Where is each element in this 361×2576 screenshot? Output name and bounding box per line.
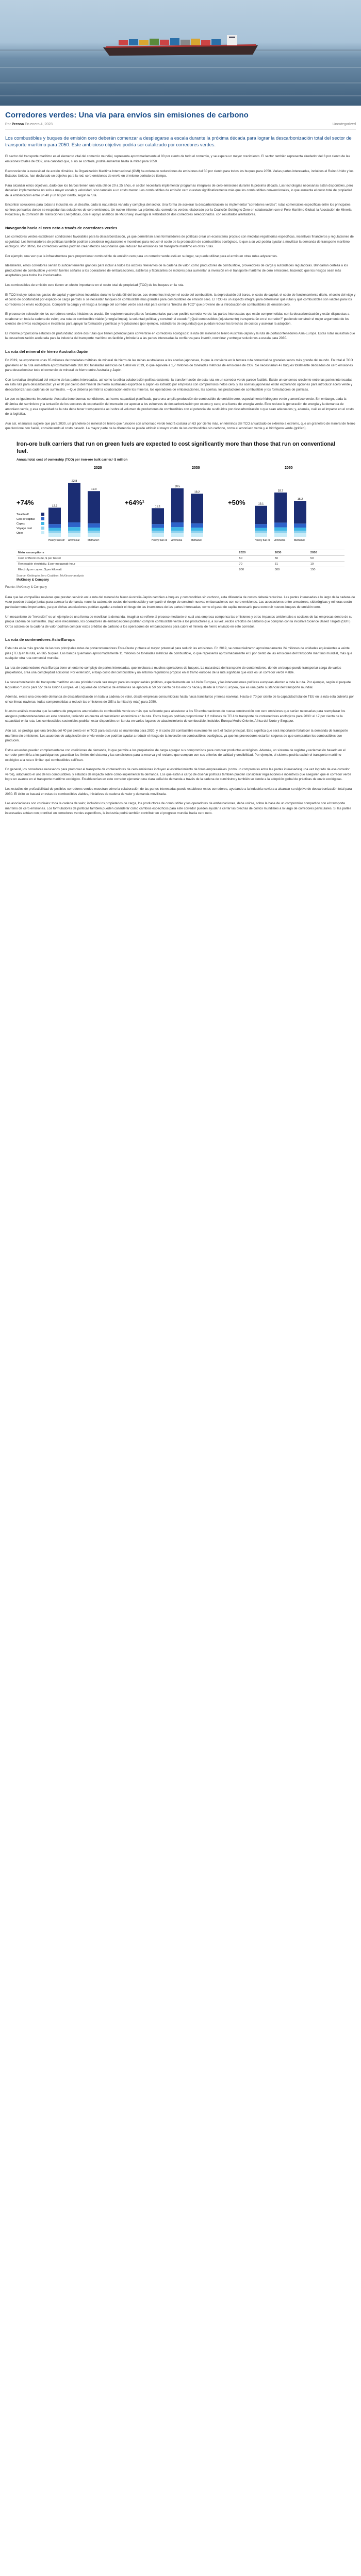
bar-segment-capex: [152, 528, 164, 531]
bar-segment-voyage-cost: [48, 531, 61, 533]
body-paragraph: La descarbonización del transporte marítimo es una prioridad cada vez mayor para los responsables políticos, especialmente en la Unión Europea, y las intervenciones políticas europeas afectan a toda la ruta. Por ejemplo, según el paquete legislativo "Listos para 55" de la Unión Europea, el Esquema de comercio de emisiones se aplicará al 50 por ciento de los envíos hacia y desde la Unión Europea, que es una parte sustancial del transporte mundial.: [5, 681, 351, 689]
bar-segment-total-fuel: [255, 506, 267, 524]
x-tick-label: Methanol: [294, 538, 305, 542]
section-heading-green-corridors: Navegando hacia el cero neto a través de corredores verdes: [5, 226, 118, 230]
sea-wave: [0, 95, 361, 96]
bar-segment-total-fuel: [68, 483, 80, 522]
table-cell: Renewable electricity, $ per megawatt-hour: [17, 561, 237, 567]
pct-label-2050: +50%: [228, 498, 245, 506]
bar-total-label: 18.2: [194, 490, 200, 494]
x-tick-label: Ammonia: [274, 538, 286, 542]
bar-segment-opex: [191, 533, 203, 536]
table-row: [17, 561, 344, 567]
lead-paragraph: [5, 135, 356, 148]
bar-segment-voyage-cost: [171, 531, 184, 533]
bar-segment-capex: [274, 527, 287, 530]
body-paragraph: Las asociaciones son cruciales: toda la cadena de valor, incluidos los propietarios de carga, los productores de combustible y los operadores de embarcaciones, debe unirse, sobre la base de un compromiso compartido con el transporte marítimo de cero emisiones. Los formuladores de políticas también pueden considerar cómo cambios específicos para este corredor pueden ayudar a cerrar las brechas de costos mundiales a lo largo de corredores particulares. Si las partes interesadas actúan con prontitud en corredores verdes específicos, la industria podrá también contribuir en el progreso mundial hacia cero neto.: [5, 802, 351, 816]
table-cell: 50: [309, 555, 344, 561]
intro-section: [5, 154, 356, 217]
group-label-2050: 2050: [285, 466, 293, 470]
bar-segment-total-fuel: [152, 508, 164, 524]
bar-segment-voyage-cost: [68, 531, 80, 533]
section-heading-iron-ore-route: La ruta del mineral de hierro Australia-Japón: [5, 349, 89, 354]
table-header-cell: 2050: [309, 550, 344, 555]
table-cell: 31: [273, 561, 309, 567]
bar-segment-cost-of-capital: [274, 522, 287, 527]
body-paragraph: Para que las compañías navieras que prestan servicio en la ruta del mineral de hierro Australia-Japón cambien a buques y combustibles sin carbono, esta diferencia de costos deberá reducirse. Las partes interesadas a lo largo de la cadena de valor pueden trabajar juntas para acercar la demanda, reunir la cadena de costos del combustible y compartir el riesgo de construir nuevas embarcaciones con cero emisiones. Las asociaciones entre armadores, siderúrgicas y mineras serán particularmente importantes, ya que dichas asociaciones podrían ayudar a reducir el riesgo de las inversiones de las partes interesadas, como el gasto de capital necesario para construir nuevos buques de emisión cero.: [5, 595, 355, 609]
bar-segment-total-fuel: [48, 507, 61, 524]
section-asia-europe-route: [5, 646, 356, 816]
figure-title: Iron-ore bulk carriers that run on green fuels are expected to cost significantly more than those that run on conventional fuel.: [17, 440, 335, 454]
section-iron-ore-route-continued: [5, 595, 356, 629]
legend-item: Total fuel²: [17, 513, 29, 516]
figure-brand: McKinsey & Company: [17, 578, 50, 582]
lead-text: Los combustibles y buques de emisión cero deberán comenzar a desplegarse a escala durante la próxima década para lograr la descarbonización total del sector de transporte marítimo para 2050. Este ambicioso objetivo podría ser catalizado por corredores verdes.: [5, 135, 352, 147]
body-paragraph: Encontrar soluciones para todas la industria es un desafío, dada la naturaleza variada y compleja del sector. Una forma de acelerar la descarbonización es implementar "corredores verdes": rutas comerciales específicas entre los principales centros portuarios donde se respaldan las soluciones de cero emisiones. Un nuevo informe, La próxima ola: corredores verdes, elaborado por la Coalición Getting to Zero en colaboración con el Foro Marítimo Global, la Asociación de Minería Proactiva y la Comisión de Transiciones Energéticas, con el apoyo analítico de McKinsey, investiga la viabilidad de dos corredores seleccionados. con resultados alentadores.: [5, 203, 352, 217]
legend-swatch: [41, 517, 44, 520]
bar-total-label: 12.1: [155, 505, 161, 509]
bar-segment-opex: [294, 533, 306, 536]
pct-label-2030: +64%¹: [125, 498, 144, 506]
bar-segment-capex: [294, 528, 306, 531]
bar-segment-capex: [171, 527, 184, 531]
bar-segment-voyage-cost: [255, 531, 267, 533]
hero-image-container-ship: [0, 0, 361, 106]
bar-segment-voyage-cost: [152, 531, 164, 533]
bar-segment-opex: [68, 533, 80, 536]
bar-total-label: 12.3: [52, 504, 58, 508]
x-tick-label: Ammonia⁴: [68, 538, 80, 542]
table-header-cell: 2020: [237, 550, 273, 555]
bar-total-label: 13.1: [258, 502, 264, 506]
category-link[interactable]: Uncategorized: [332, 123, 356, 126]
body-paragraph: Para alcanzar estos objetivos, dado que los barcos tienen una vida útil de 20 a 25 años, el sector necesitará implementar programas integrales de cero emisiones durante la próxima década. Las tecnologías necesarias están disponibles, pero deberían implementarse no solo a mayor escala y velocidad, sino también a un costo menor. Los combustibles de emisión cero cuestan significativamente más que los combustibles convencionales, lo que aumenta el costo total de propiedad de la embarcación entre un 40 y un 60 por ciento, según la ruta.: [5, 183, 353, 197]
table-row: [17, 567, 344, 572]
bar-segment-cost-of-capital: [294, 523, 306, 528]
bar-segment-capex: [48, 528, 61, 531]
bar-segment-opex: [255, 533, 267, 536]
byline-prefix: Por: [5, 123, 11, 126]
body-paragraph: Los corredores verdes establecen condiciones favorables para la descarbonización, ya que permitirían a los formuladores de políticas crear un ecosistema propicio con medidas regulatorias específicas, incentivos financieros y regulaciones de seguridad. Los formuladores de políticas también podrían considerar regulaciones e incentivos para reducir el costo de la producción de combustibles ecológicos, lo que a su vez podría ayudar a movilizar la demanda de transporte marítimo ecológico. Por último, los corredores verdes podrían crear efectos secundarios que reducen las emisiones del transporte marítimo en otras rutas.: [5, 235, 354, 249]
post-meta: [5, 123, 356, 130]
bar-segment-capex: [255, 528, 267, 531]
table-cell: Electrolyzer capex, $ per kilowatt: [17, 567, 237, 572]
x-tick-label: Heavy fuel oil³: [48, 538, 65, 542]
body-paragraph: Estos acuerdos pueden complementarse con coaliciones de demanda, lo que permite a los propietarios de carga agregar sus compromisos para comprar productos ecológicos. Además, un sistema de registro y reclamación basado en el corredor permitiría a los participantes garantizar los límites del sistema y las condiciones para la reserva y el reclamo que cumplan con sus criterios de calidad y credibilidad. Por ejemplo, el sistema podría excluir el transporte marítimo ecológico a la ruta o limitar qué combustibles califican.: [5, 748, 346, 762]
body-paragraph: La ruta de contenedores Asia-Europa tiene un entorno complejo de partes interesadas, que involucra a muchos operadores de buques. La naturaleza del transporte de contenedores, donde un buque puede transportar carga de varios propietarios, crea una complejidad adicional. Por extensión, el bajo costo del combustible y un entorno regulatorio propicio en el tramo europeo de la ruta significan que este es un corredor verde viable.: [5, 666, 341, 675]
table-row: [17, 555, 344, 561]
body-paragraph: Aún así, se prediga que una brecha del 40 por ciento en el TCO para esta ruta se mantendrá para 2030, y el costo del combustible nuevamente será el factor principal. Esto significa que será importante fortalecer la demanda de transporte marítimo sin emisiones. Los acuerdos de adquisición de envío verde que podrían ayudar a reducir el riesgo de la inversión en combustibles ecológicos, ya que los proveedores estarían seguros de que comprarían los combustibles que producen.: [5, 728, 348, 743]
page-title: Corredores verdes: Una vía para envíos sin emisiones de carbono: [5, 111, 249, 120]
body-paragraph: En 2019, se exportaron unas 65 millones de toneladas métricas de mineral de hierro de las minas australianas a las acerías japonesas, lo que la convierte en la tercera ruta comercial de graneles secos más grande del mundo. En total el TCO granelero en la ruta aumentará aproximadamente 260.000 toneladas métricas de fuelóil en 2019, lo que equivale a 1,7 millones de toneladas métricas de emisiones de CO2. Se necesitarían 47 buques totalmente dedicados de cero emisiones para descarbonizar todo el comercio de mineral de hierro entre Australia y Japón.: [5, 359, 353, 372]
bar-total-label: 22.8: [71, 479, 77, 483]
bar-segment-capex: [88, 528, 100, 531]
tco-figure: [5, 440, 356, 582]
bar-segment-total-fuel: [274, 493, 287, 522]
bar-segment-cost-of-capital: [255, 524, 267, 528]
legend-swatch: [41, 527, 44, 530]
bar-segment-total-fuel: [294, 501, 306, 523]
sea-wave: [0, 67, 361, 68]
section-iron-ore-route: [5, 358, 356, 431]
figure-caption: Fuente: McKinsey & Company: [5, 585, 47, 589]
group-label-2020: 2020: [94, 466, 102, 470]
sea-wave: [0, 82, 361, 83]
chart-legend: [17, 513, 44, 535]
bar-segment-opex: [171, 533, 184, 536]
bar-segment-cost-of-capital: [191, 523, 203, 528]
bar-segment-cost-of-capital: [48, 524, 61, 528]
bar-segment-voyage-cost: [88, 531, 100, 533]
bar-segment-voyage-cost: [294, 531, 306, 533]
bar-total-label: 15.2: [297, 497, 303, 501]
table-cell: 800: [237, 567, 273, 572]
table-header-row: [17, 550, 344, 555]
chart-bars: [48, 480, 306, 537]
bar-segment-opex: [152, 533, 164, 536]
x-tick-label: Ammonia: [171, 538, 183, 542]
x-tick-label: Methanol: [191, 538, 202, 542]
x-tick-label: Heavy fuel oil: [255, 538, 271, 542]
bar-segment-voyage-cost: [191, 531, 203, 533]
body-paragraph: Idealmente, estos corredores serían lo suficientemente grandes para incluir a todos los actores relevantes de la cadena de valor, como productores de combustible, proveedores de carga y autoridades reguladoras. Brindarían certeza a los productores de combustible y envían fuertes señales a los operadores de embarcaciones, astilleros y fabricantes de motores para aumentar la inversión en el transporte marítimo de cero emisiones, haciendo que los riesgos sean más aceptables para todos los involucrados.: [5, 264, 348, 278]
bar-segment-total-fuel: [171, 488, 184, 522]
figure-source: Source: Getting to Zero Coalition, McKinsey analysis: [17, 574, 84, 578]
bar-segment-cost-of-capital: [171, 522, 184, 527]
legend-item: Opex: [17, 531, 24, 535]
legend-item: Capex: [17, 522, 25, 526]
body-paragraph: Por ejemplo, una vez que la infraestructura para proporcionar combustible de emisión cero para un corredor verde está en su lugar, se puede utilizar para el envío en otras rutas adyacentes.: [5, 254, 278, 258]
table-header-cell: Main assumptions: [17, 550, 237, 555]
article-page: [0, 0, 361, 816]
figure-subtitle: Annual total cost of ownership (TCO) per iron-ore bulk carrier,¹ $ million: [17, 457, 128, 462]
bar-segment-cost-of-capital: [68, 522, 80, 527]
author-link[interactable]: Prensa: [11, 123, 24, 126]
body-paragraph: El sector del transporte marítimo es el elemento vital del comercio mundial, representa aproximadamente el 80 por ciento de todo el comercio, y se espera un mayor crecimiento. El sector también representa alrededor del 3 por ciento de las emisiones totales de CO2, una cantidad que, si no se controla, podría aumentar hasta la mitad para 2050.: [5, 155, 350, 163]
body-paragraph: Reconociendo la necesidad de acción climática, la Organización Marítima Internacional (OMI) ha ordenado reducciones de emisiones del 50 por ciento para todos los buques para 2050. Varias partes interesadas, incluidos el Reino Unido y los Estados Unidos, han declarado un objetivo para la red, cero emisiones de envío en el mismo período de tiempo.: [5, 169, 354, 178]
body-paragraph: Además, existe una creciente demanda de descarbonización en toda la cadena de valor, desde empresas consumidoras hasta hacia transitarios y líneas navieras. Hasta el 70 por ciento de la capacidad total de TEU en la ruta está cubierta por cinco líneas navieras, todas comprometidas a reducir las emisiones de GEI a la mitad (o más) para 2050.: [5, 695, 354, 704]
table-cell: 150: [309, 567, 344, 572]
bar-segment-opex: [88, 533, 100, 536]
x-tick-label: Heavy fuel oil: [152, 538, 168, 542]
body-paragraph: El proceso de selección de los corredores verdes iniciales es crucial. Se requieren cuatro pilares fundamentales para un posible corredor verde: las partes interesadas que están comprometidas con la descarbonización y están dispuestas a colaborar en toda la cadena de valor; una ruta de combustible viable (energía limpia); la voluntad política; y construir el escudo "¿Qué combustibles (injustamente) transportarán en el corredor?" pudiendo construir el mejor argumento de los clientes de envíos ecológicos e iniciativas para apoyar la formación y políticas y regulaciones (por ejemplo, estándares de seguridad) que puedan reducir los brechas de costos y acelerar la adopción.: [5, 312, 350, 326]
body-paragraph: Los combustibles de emisión cero tienen un efecto importante en el costo total de propiedad (TCO) de los buques en la ruta.: [5, 283, 185, 287]
table-cell: 50: [237, 555, 273, 561]
bar-total-label: 20.5: [174, 485, 180, 488]
legend-item: Cost of capital: [17, 517, 35, 521]
byline: [5, 123, 53, 126]
body-paragraph: El TCO incluye todos los gastos de capital y operativos incurridos durante la vida útil del barco. Los elementos incluyen el costo del combustible, la depreciación del barco, el costo de capital, el costo de funcionamiento diario, el costo del viaje y el costo de oportunidad por espacio de carga perdido si se necesitan tanques de combustible más grandes para combustibles de emisión cero. El TCO es un aspecto integral para determinar qué rutas y qué combustibles son viables para los corredores de envío ecológicos. Compartir la carga y el riesgo a lo largo del corredor verde será vital para cerrar la "brecha de TCO" que proviene de la introducción de combustibles de emisión cero.: [5, 293, 356, 307]
bar-segment-cost-of-capital: [88, 523, 100, 528]
tco-bar-chart: [17, 464, 341, 546]
bar-total-label: 19.3: [91, 488, 97, 492]
body-paragraph: En general, los corredores necesarios para promover el transporte de contenedores de cero emisiones incluyen el establecimiento de foros empresariales (como un compromiso entre las partes interesadas) una vez logrado de ese corredor verde), adoptando el uso de los combustibles, y estudios de impacto sobre cómo implementar la demanda. Los que están a cargo de diseñar políticas también pueden considerar regulaciones e incentivos que aseguren que el corredor verde logre un avance en el transporte marítimo ecológico. Establecerían en este corredor ejercerán una clara señal de demanda a través de la cadena de suministro y también se tiende a la adopción global de prácticas de envío ecológicas.: [5, 768, 352, 782]
table-cell: 70: [237, 561, 273, 567]
body-paragraph: El informe proporciona estudios de profundidad sobre dos rutas que tienen potencial para convertirse en corredores ecológicos: la ruta del mineral de hierro Australia-Japón y la ruta de portacontenedores Asia-Europa. Estas rutas muestran que la descarbonización acelerada para la industria del transporte marítimo es factible y brindaría a las partes interesadas la confianza para invertir, coordinar y entregar soluciones a escala para 2030.: [5, 331, 355, 341]
x-tick-labels: [48, 539, 305, 542]
assumptions-table: [17, 550, 344, 572]
pct-label-2020: +74%: [17, 498, 34, 506]
body-paragraph: Lo que es igualmente importante, Australia tiene buenas condiciones, así como capacidad planificada, para una amplia producción de combustible de emisión cero, especialmente hidrógeno verde y amoníaco verde. Sin embargo, dada la dinámica del suministro y la tentación de los sectores de exportación del mercado por apostar a los esfuerzos de descarbonización por exceso y caro; una fuente de energía verde. Esto reduce la generación de energía y la demanda de amoníaco verde, y esa capacidad de la ruta debe tener transparencia así sobre el volumen de productores de combustibles con el potencial de sustituirlos por descarbonización o que sean adecuados; y, además, cuál es el impacto en el costo de la logística.: [5, 397, 354, 416]
legend-swatch: [41, 531, 44, 534]
table-cell: 19: [309, 561, 344, 567]
body-paragraph: Los estudios de prefactibilidad de posibles corredores verdes muestran cómo la colaboración de las partes interesadas puede establecer estos corredores, ayudando a la industria naviera a alcanzar su objetivo de descarbonización total para 2050. El éxito se basará en rutas de combustibles viables, iniciativas de cadena de valor y demanda movilizada.: [5, 787, 352, 796]
body-paragraph: Esta ruta es la más grande de las tres principales rutas de portacontenedores Este-Oeste y ofrece el mayor potencial para reducir las emisiones. En 2019, se comercializaron aproximadamente 24 millones de unidades equivalentes a veinte pies (TEU) en la ruta, en 365 buques. Las barcos quemaron aproximadamente 11 millones de toneladas métricas de combustible, lo que representa aproximadamente el 3 por ciento de las emisiones del transporte marítimo mundial, más que cualquier otra ruta comercial mundial.: [5, 647, 352, 660]
section-green-corridors: [5, 234, 356, 341]
table-header-cell: 2030: [273, 550, 309, 555]
container-ship-illustration: [103, 34, 258, 57]
bar-segment-total-fuel: [191, 494, 203, 523]
body-paragraph: Con la relativa simplicidad del entorno de las partes interesadas, así como la sólida colaboración política existente, la transformación de esta ruta en un corredor verde parece factible. Existe un consenso creciente entre las partes interesadas en esta ruta para descarbonizar: ya el 90 por ciento del mineral de hierro australiano exportado a Japón es extraído por empresas con compromisos netos cero, y las acerías japonesas están explorando opciones para introducir acero verde y descarbonizar sus cadenas de suministro. —Que debería permitir la colaboración entre los mineros, los operadores de embarcaciones, las acerías, los productores de combustible y los formuladores de políticas.: [5, 378, 353, 392]
legend-item: Voyage cost: [17, 527, 32, 530]
bar-segment-voyage-cost: [274, 531, 287, 533]
group-label-2030: 2030: [192, 466, 200, 470]
body-paragraph: Aun así, el análisis sugiere que para 2030, un granelero de mineral de hierro que funcione con amoníaco verde tendrá costará un 63 por ciento más, en términos del TCO anualizado de extremo a extremo, que un granelero de mineral de hierro que funcione con fuelóil, considerando el costo pasado. La mayor parte de la diferencia se puede atribuir al mayor costo de los combustibles sin carbono, como el amoníaco verde y el hidrógeno verde (gráfico).: [5, 421, 355, 431]
table-cell: Cost of Brent crude, $ per barrel: [17, 555, 237, 561]
bar-segment-capex: [68, 527, 80, 531]
bar-total-label: 18.7: [277, 489, 284, 493]
section-heading-asia-europe-route: La ruta de contenedores Asia-Europa: [5, 637, 75, 642]
bar-segment-opex: [48, 533, 61, 536]
body-paragraph: Nuestro análisis muestra que la cartera de proyectos anunciados de combustible verde es más que suficiente para abastecer a los 50 embarcaciones de nueva construcción con cero emisiones que serían necesarias para reemplazar los antiguos portacontenedores en este corredor, teniendo en cuenta el crecimiento económico en la ruta. Estos buques podrían proporcionar 1,2 millones de TEU de transporte de contenedores ecológicos para 2030: el 17 por ciento de la capacidad en la ruta. Los combustibles sostenibles podrían estar disponibles en la ruta en varios lugares de abastecimiento de combustible, incluidos Europa Medio Oriente, Africa del Norte y Singapur.: [5, 709, 346, 723]
table-cell: 50: [273, 555, 309, 561]
x-tick-label: Methanol⁵: [88, 538, 100, 542]
bar-segment-capex: [191, 528, 203, 531]
body-paragraph: Un mecanismo de "inversión" es un ejemplo de una forma de movilizar la demanda. Imaginar se refiere al proceso mediante el cual una empresa compensa las emisiones y otros impactos ambientales o sociales de las empresas dentro de su propia cadena de suministro. Bajo este mecanismo, los operadores de embarcaciones podrían comprar combustible verde a los productores y, a su vez, recibir créditos de carbono que compran con la iniciativa Science Based Targets (SBTi). Otros actores de la cadena de valor podrían comprar estos créditos de carbono a los operadores de embarcaciones para cubrir el mineral de hierro enviado en este corredor.: [5, 615, 353, 629]
table-cell: 300: [273, 567, 309, 572]
bar-segment-cost-of-capital: [152, 524, 164, 528]
bar-segment-total-fuel: [88, 491, 100, 523]
legend-swatch: [41, 522, 44, 525]
bar-segment-opex: [274, 533, 287, 536]
legend-swatch: [41, 513, 44, 516]
post-date: En enero 4, 2023: [25, 123, 53, 126]
